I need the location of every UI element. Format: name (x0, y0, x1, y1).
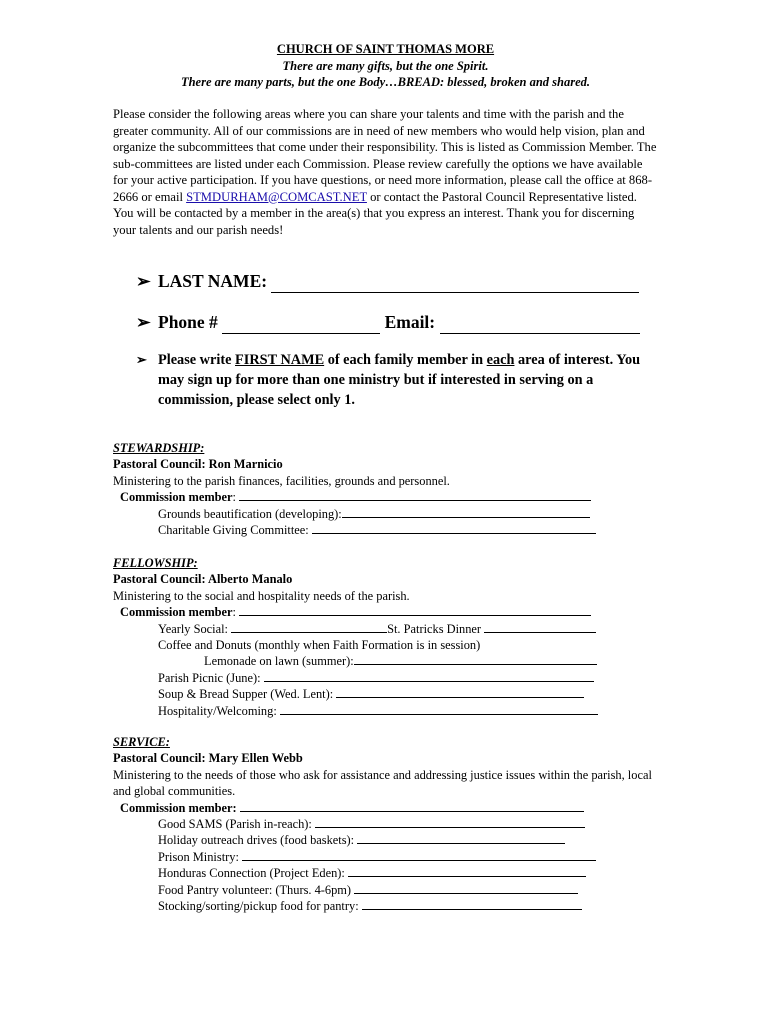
pastoral-council: Pastoral Council: Mary Ellen Webb (113, 751, 303, 766)
signup-field[interactable] (280, 703, 598, 715)
signup-row (113, 832, 673, 848)
tagline-1: There are many gifts, but the one Spirit. (282, 59, 489, 73)
signup-row (113, 898, 673, 914)
signup-row (113, 522, 673, 538)
commission-label: Commission member (120, 605, 233, 620)
commission-member-field[interactable] (240, 800, 584, 812)
signup-label: Prison Ministry: (158, 849, 242, 864)
commission-label: Commission member (120, 490, 233, 505)
page-title: CHURCH OF SAINT THOMAS MORE (276, 42, 495, 56)
signup-field[interactable] (354, 882, 578, 894)
signup-row (113, 686, 673, 702)
arrow-bullet-icon: ➢ (136, 352, 147, 367)
last-name-label: LAST NAME: (158, 271, 268, 291)
commission-member-field[interactable] (239, 489, 591, 501)
signup-row (113, 703, 673, 719)
signup-field[interactable] (336, 686, 584, 698)
pastoral-council: Pastoral Council: Ron Marnicio (113, 457, 283, 472)
signup-label: St. Patricks Dinner (387, 621, 485, 636)
section-description: Ministering to the needs of those who ask for assistance and addressing justice issues within the parish, local and global communities. (113, 767, 652, 799)
phone-email-row (136, 312, 640, 334)
pastoral-council: Pastoral Council: Alberto Manalo (113, 572, 293, 587)
signup-label: Hospitality/Welcoming: (158, 703, 280, 718)
signup-field[interactable] (264, 670, 594, 682)
signup-field[interactable] (484, 621, 596, 633)
signup-field[interactable] (362, 898, 582, 910)
signup-field[interactable] (357, 832, 565, 844)
signup-row (113, 621, 673, 637)
signup-label: Soup & Bread Supper (Wed. Lent): (158, 687, 337, 702)
commission-member-row: Commission member: (113, 604, 673, 620)
signup-field[interactable] (315, 816, 585, 828)
intro-paragraph (113, 106, 658, 238)
section-heading: SERVICE: (113, 735, 170, 749)
last-name-row (136, 271, 639, 293)
signup-field[interactable] (348, 865, 586, 877)
phone-field[interactable] (222, 312, 380, 334)
email-field[interactable] (440, 312, 640, 334)
signup-field[interactable] (342, 506, 590, 518)
tagline-2: There are many parts, but the one Body…BREAD: blessed, broken and shared. (180, 75, 591, 89)
signup-label: Lemonade on lawn (summer): (204, 654, 354, 669)
section-description: Ministering to the parish finances, facilities, grounds and personnel. (113, 473, 450, 488)
signup-row (113, 882, 673, 898)
section-description: Ministering to the social and hospitality needs of the parish. (113, 588, 410, 603)
stewardship-section (113, 440, 673, 538)
each-emphasis: each (486, 352, 515, 368)
signup-label: Grounds beautification (developing): (158, 506, 342, 521)
instruction-text-2: of each family member in (324, 352, 487, 368)
email-link[interactable]: STMDURHAM@COMCAST.NET (186, 189, 367, 204)
instruction-text: Please write (158, 352, 236, 368)
fellowship-section (113, 555, 673, 719)
signup-row (113, 849, 673, 865)
section-heading: STEWARDSHIP: (113, 441, 205, 455)
signup-label: Honduras Connection (Project Eden): (158, 866, 348, 881)
signup-row (113, 670, 673, 686)
signup-row (113, 506, 673, 522)
signup-label: Charitable Giving Committee: (158, 523, 312, 538)
signup-field[interactable] (231, 621, 387, 633)
signup-row (113, 816, 673, 832)
signup-label: Stocking/sorting/pickup food for pantry: (158, 899, 362, 914)
arrow-bullet-icon: ➢ (136, 271, 151, 291)
intro-text-end: or contact the Pastoral Council Representative listed. You will be contacted by a member in the area(s) that you express an interest. Thank you for discerning your talents and our parish needs! (113, 189, 637, 237)
signup-label: Food Pantry volunteer: (Thurs. 4-6pm) (158, 882, 355, 897)
instruction-text-3: area of interest. You may sign up for more than one ministry but if interested in serving on a commission, please select only 1. (158, 352, 641, 408)
signup-label: Yearly Social: (158, 621, 232, 636)
signup-label: Parish Picnic (June): (158, 670, 264, 685)
email-label: Email: (384, 312, 436, 332)
signup-field[interactable] (312, 522, 596, 534)
signup-field[interactable] (354, 653, 597, 665)
commission-member-field[interactable] (239, 604, 591, 616)
service-section (113, 734, 673, 914)
signup-label: Good SAMS (Parish in-reach): (158, 817, 315, 832)
intro-text: Please consider the following areas where you can share your talents and time with the parish and the greater community. All of our commissions are in need of new members who would help vision, plan and organize the subcommittees that come under their responsibility. This is listed as Commission Member. The sub-committees are listed under each Commission. Please review carefully the options we have available for your active participation. If you have questions, or need more information, please call the office at 868-2666 or email (113, 107, 657, 204)
arrow-bullet-icon: ➢ (136, 312, 151, 332)
signup-row (113, 865, 673, 881)
signup-label: Coffee and Donuts (monthly when Faith Formation is in session) (158, 638, 481, 653)
signup-row (113, 653, 673, 669)
signup-field[interactable] (242, 849, 596, 861)
section-heading: FELLOWSHIP: (113, 556, 198, 570)
phone-label: Phone # (158, 312, 218, 332)
instruction-row (136, 350, 658, 410)
commission-label: Commission member: (120, 800, 237, 815)
signup-row (113, 637, 673, 653)
commission-member-row (113, 800, 673, 816)
signup-label: Holiday outreach drives (food baskets): (158, 833, 358, 848)
first-name-emphasis: FIRST NAME (235, 352, 325, 368)
last-name-field[interactable] (271, 271, 639, 293)
commission-member-row: Commission member: (113, 489, 673, 505)
